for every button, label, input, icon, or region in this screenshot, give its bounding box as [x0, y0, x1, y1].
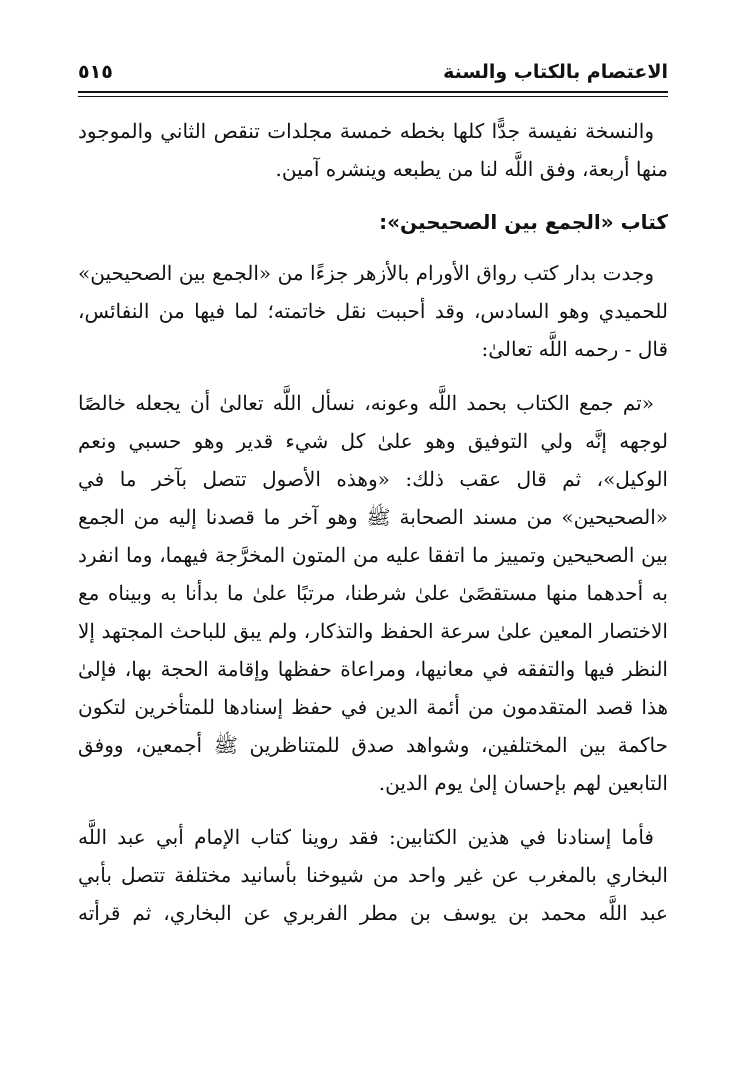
running-title: الاعتصام بالكتاب والسنة: [443, 61, 668, 83]
page-header: [78, 56, 668, 90]
page-body: [78, 112, 668, 948]
paragraph-1: والنسخة نفيسة جدًّا كلها بخطه خمسة مجلدات تنقص الثاني والموجود منها أربعة، وفق اللَّه لنا من يطبعه وينشره آمين.: [78, 119, 668, 181]
page-number: ٥١٥: [78, 61, 113, 83]
paragraph-3: «تم جمع الكتاب بحمد اللَّه وعونه، نسأل اللَّه تعالىٰ أن يجعله خالصًا لوجهه إنَّه ولي التوفيق وهو علىٰ كل شيء قدير وهو حسبي ونعم الوكيل»، ثم قال عقب ذلك: «وهذه الأصول تتصل بآخر ما في «الصحيحين» من مسند الصحابة ﷺ وهو آخر ما قصدنا إليه من الجمع بين الصحيحين وتمييز ما اتفقا عليه من المتون المخرَّجة فيهما، وما انفرد به أحدهما منها مستقصًىٰ علىٰ شرطنا، مرتبًا علىٰ ما بدأنا به وبيناه مع الاختصار المعين علىٰ سرعة الحفظ والتذكار، ولم يبق للباحث المجتهد إلا النظر فيها والتفقه في معانيها، ومراعاة حفظها وإقامة الحجة بها، فإلىٰ هذا قصد المتقدمون من أئمة الدين في حفظ إسنادها للمتأخرين لتكون حاكمة بين المختلفين، وشواهد صدق للمتناظرين ﷺ أجمعين، ووفق التابعين لهم بإحسان إلىٰ يوم الدين.: [78, 391, 668, 795]
section-heading: كتاب «الجمع بين الصحيحين»:: [379, 210, 668, 234]
paragraph-4: فأما إسنادنا في هذين الكتابين: فقد روينا كتاب الإمام أبي عبد اللَّه البخاري بالمغرب عن غير واحد من شيوخنا بأسانيد مختلفة تتصل بأبي عبد اللَّه محمد بن يوسف بن مطر الفربري عن البخاري، ثم قرأته: [78, 825, 668, 925]
paragraph-2: وجدت بدار كتب رواق الأورام بالأزهر جزءًا من «الجمع بين الصحيحين» للحميدي وهو السادس، وقد أحببت نقل خاتمته؛ لما فيها من النفائس، قال - رحمه اللَّه تعالىٰ:: [78, 261, 668, 361]
header-rule-thin: [78, 96, 668, 97]
header-rule-thick: [78, 91, 668, 93]
